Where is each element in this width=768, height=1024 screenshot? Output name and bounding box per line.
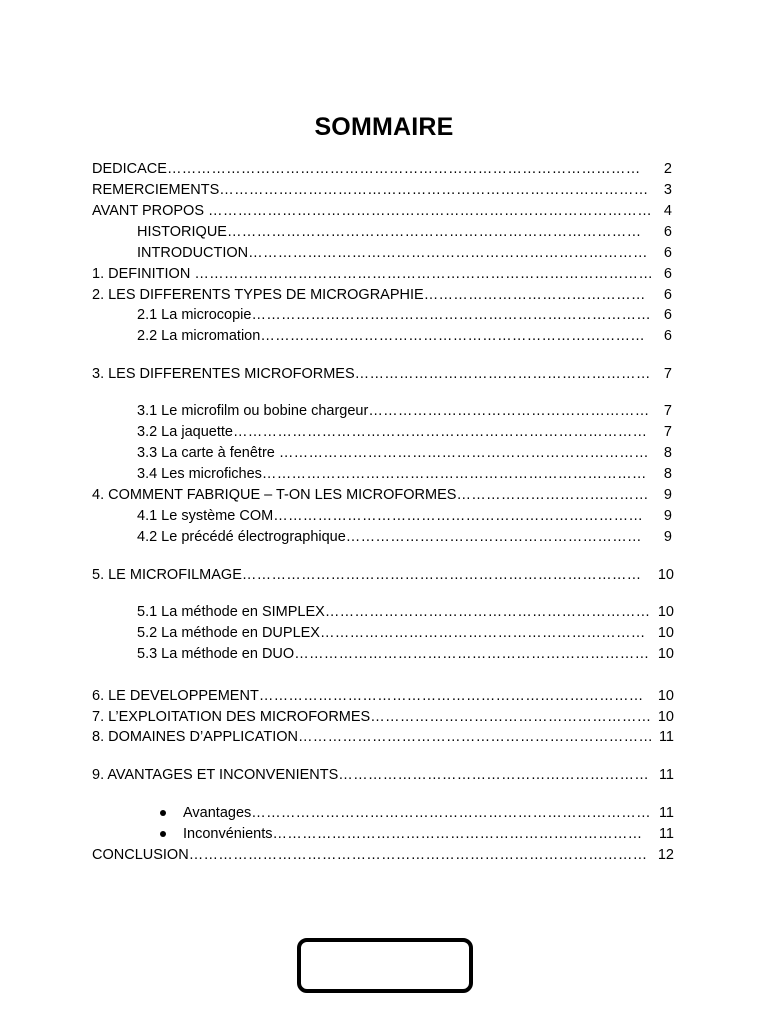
toc-entry: 2.2 La micromation…………………………………………………………………… [137, 328, 646, 344]
toc-entry: 1. DEFINITION ………………………………………………………………………………… [92, 266, 654, 282]
dot-leader: ………………………………………………………………… [272, 826, 643, 842]
toc-page-number: 12 [657, 847, 674, 863]
dot-leader: ……………………………………………………………………… [248, 245, 648, 261]
toc-page-number: 6 [663, 245, 672, 261]
toc-entry: 5. LE MICROFILMAGE……………………………………………………………………… [92, 567, 642, 583]
toc-entry: 5.3 La méthode en DUO……………………………………………………………… [137, 646, 650, 662]
toc-entry: 4.2 Le précédé électrographique…………………………………………………… [137, 529, 642, 545]
dot-leader: ………………………………………………… [370, 709, 652, 725]
toc-page-number: 6 [663, 328, 672, 344]
toc-page-number: 11 [658, 729, 674, 745]
toc-page-number: 9 [663, 487, 672, 503]
toc-entry: 3.3 La carte à fenêtre ………………………………………………………………… [137, 445, 649, 461]
dot-leader: …………………………………………………………………… [260, 328, 646, 344]
toc-page-number: 7 [663, 403, 672, 419]
dot-leader: ……………………………………………………………… [298, 729, 654, 745]
toc-page-number: 6 [663, 287, 672, 303]
dot-leader: ……………………………………………………………………… [251, 805, 651, 821]
toc-entry: 3.2 La jaquette………………………………………………………………………… [137, 424, 648, 440]
toc-page-number: 11 [658, 826, 674, 842]
page-title: SOMMAIRE [314, 113, 454, 141]
toc-page-number: 6 [663, 307, 672, 323]
toc-page-number: 7 [663, 424, 672, 440]
toc-entry: DEDICACE…………………………………………………………………………………… [92, 161, 641, 177]
toc-page-number: 9 [663, 508, 672, 524]
page-number-box [297, 938, 473, 993]
toc-page-number: 10 [657, 604, 674, 620]
toc-page-number: 3 [663, 182, 672, 198]
dot-leader: ………………………………… [456, 487, 649, 503]
dot-leader: ………………………………………………………………………… [226, 224, 642, 240]
dot-leader: ……………………………………………………………………… [241, 567, 642, 583]
toc-entry: Avantages……………………………………………………………………… [183, 805, 651, 821]
dot-leader: …………………………………………………………………………………… [166, 161, 641, 177]
dot-leader: …………………………………………………… [354, 366, 651, 382]
toc-entry: 5.1 La méthode en SIMPLEX………………………………………………………… [137, 604, 651, 620]
toc-entry: 9. AVANTAGES ET INCONVENIENTS……………………………………………………… [92, 767, 650, 783]
toc-page-number: 10 [657, 709, 674, 725]
toc-page-number: 8 [663, 466, 672, 482]
toc-page-number: 2 [663, 161, 672, 177]
toc-entry: 4. COMMENT FABRIQUE – T-ON LES MICROFORMES………………………………… [92, 487, 649, 503]
toc-entry: 7. L’EXPLOITATION DES MICROFORMES………………………………………………… [92, 709, 652, 725]
toc-entry: 5.2 La méthode en DUPLEX………………………………………………………… [137, 625, 646, 641]
toc-page-number: 10 [657, 567, 674, 583]
dot-leader: …………………………………………………………………… [258, 688, 644, 704]
bullet-icon [160, 810, 166, 816]
toc-entry: AVANT PROPOS ……………………………………………………………………………… [92, 203, 653, 219]
dot-leader: ……………………………………………………………… [294, 646, 650, 662]
toc-entry: HISTORIQUE………………………………………………………………………… [137, 224, 642, 240]
toc-entry: 6. LE DEVELOPPEMENT…………………………………………………………………… [92, 688, 644, 704]
toc-page-number: 11 [658, 805, 674, 821]
toc-page-number: 10 [657, 688, 674, 704]
toc-entry: 3.4 Les microfiches…………………………………………………………………… [137, 466, 647, 482]
toc-entry: 4.1 Le système COM………………………………………………………………… [137, 508, 644, 524]
toc-entry: 3.1 Le microfilm ou bobine chargeur………………………………………………… [137, 403, 650, 419]
dot-leader: ……………………………………………………… [338, 767, 650, 783]
toc-entry: 2.1 La microcopie……………………………………………………………………… [137, 307, 652, 323]
toc-entry: Inconvénients………………………………………………………………… [183, 826, 643, 842]
toc-page-number: 6 [663, 224, 672, 240]
toc-page-number: 6 [663, 266, 672, 282]
dot-leader: ………………………………………………… [368, 403, 650, 419]
toc-entry: INTRODUCTION……………………………………………………………………… [137, 245, 648, 261]
toc-entry: CONCLUSION………………………………………………………………………………… [92, 847, 648, 863]
bullet-icon [160, 831, 166, 837]
dot-leader: …………………………………………………………………… [261, 466, 647, 482]
dot-leader: ………………………………………………………………………………… [188, 847, 648, 863]
toc-page-number: 4 [663, 203, 672, 219]
toc-page-number: 8 [663, 445, 672, 461]
toc-page-number: 7 [663, 366, 672, 382]
toc-page-number: 9 [663, 529, 672, 545]
toc-page-number: 11 [658, 767, 674, 783]
toc-page-number: 10 [657, 625, 674, 641]
toc-entry: 8. DOMAINES D’APPLICATION……………………………………………………………… [92, 729, 654, 745]
dot-leader: …………………………………………………… [345, 529, 642, 545]
dot-leader: ………………………………………………………………………………… [194, 266, 654, 282]
toc-entry: REMERCIEMENTS…………………………………………………………………………… [92, 182, 649, 198]
dot-leader: ………………………………………………………………………… [232, 424, 648, 440]
toc-page-number: 10 [657, 646, 674, 662]
toc-entry: 2. LES DIFFERENTS TYPES DE MICROGRAPHIE……………………………………… [92, 287, 646, 303]
dot-leader: ………………………………………………………… [324, 604, 651, 620]
dot-leader: ……………………………………………………………………… [251, 307, 652, 323]
dot-leader: …………………………………………………………………………… [219, 182, 649, 198]
dot-leader: ……………………………………………………………………………… [208, 203, 653, 219]
dot-leader: ………………………………………………………………… [273, 508, 644, 524]
dot-leader: ……………………………………… [423, 287, 646, 303]
dot-leader: ………………………………………………………… [319, 625, 646, 641]
dot-leader: ………………………………………………………………… [278, 445, 649, 461]
toc-entry: 3. LES DIFFERENTES MICROFORMES…………………………………………………… [92, 366, 651, 382]
